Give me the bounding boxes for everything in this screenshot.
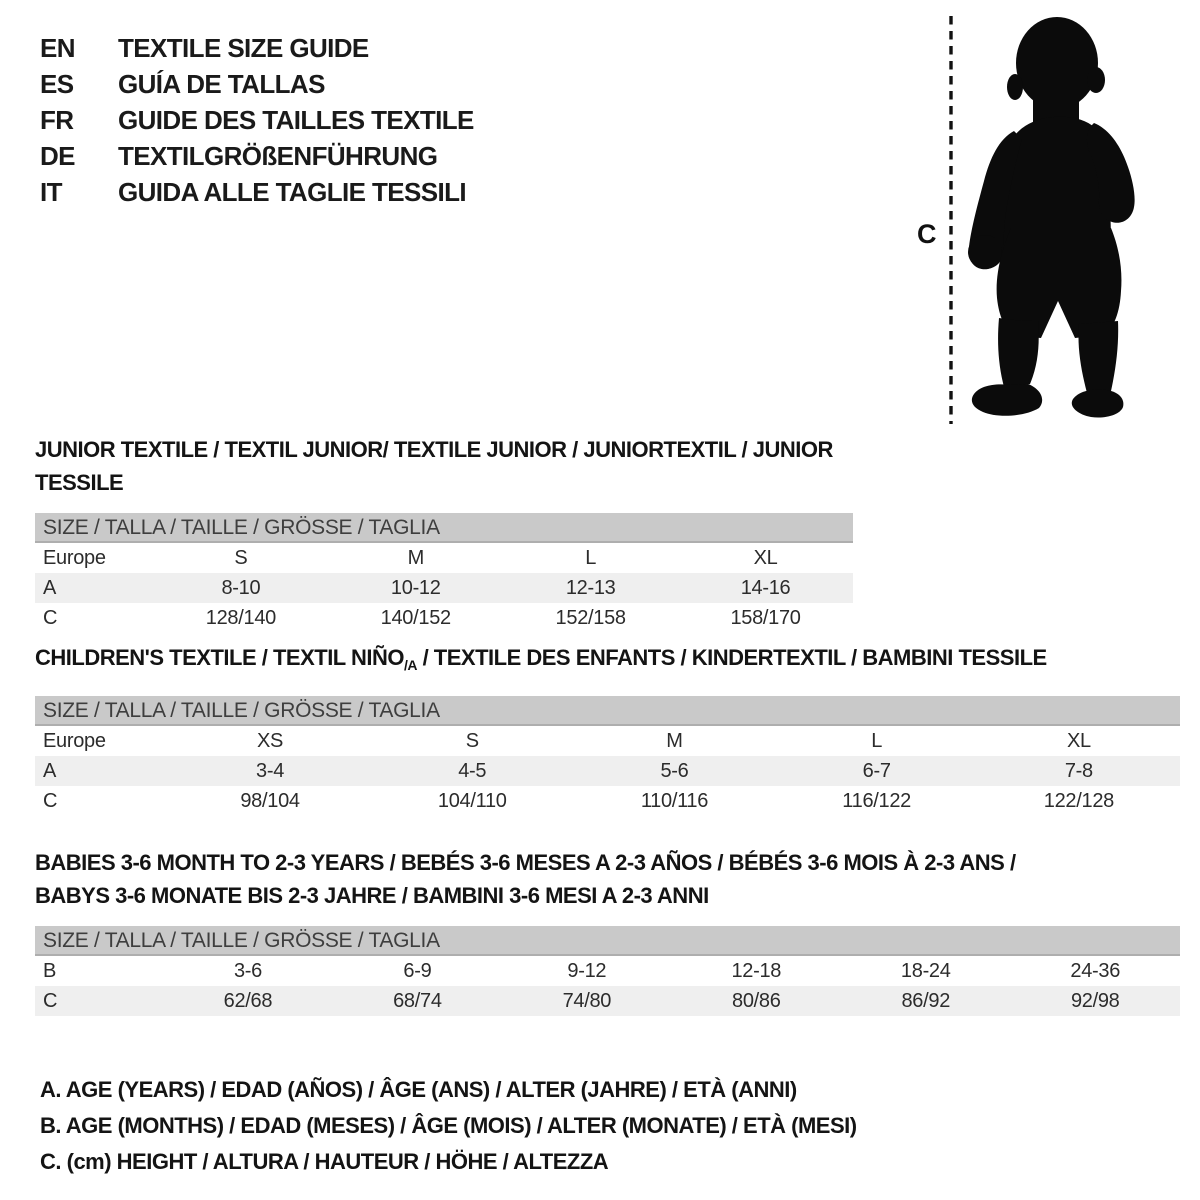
size-cell: 152/158 [555, 606, 626, 629]
section-title [35, 641, 1180, 682]
size-row [35, 543, 853, 573]
language-code: ES [40, 69, 74, 99]
size-cell: 14-16 [678, 573, 853, 603]
size-cell: M [407, 546, 424, 569]
language-title: TEXTILE SIZE GUIDE [118, 33, 369, 63]
size-cell: 158/170 [730, 606, 801, 629]
title-segment: /A [403, 657, 417, 673]
size-header-label: SIZE / TALLA / TAILLE / GRÖSSE / TAGLIA [43, 929, 440, 952]
size-cell: XS [256, 729, 284, 752]
language-row [40, 138, 474, 174]
size-cell: 6-9 [403, 959, 432, 982]
size-row [35, 956, 1180, 986]
size-cell: M [666, 729, 683, 752]
row-label: B [43, 959, 57, 982]
section-title-line [35, 641, 1180, 682]
footnote: B. AGE (MONTHS) / EDAD (MESES) / ÂGE (MOIS) / ALTER (MONATE) / ETÀ (MESI) [40, 1113, 857, 1138]
footnote: A. AGE (YEARS) / EDAD (AÑOS) / ÂGE (ANS) / ALTER (JAHRE) / ETÀ (ANNI) [40, 1077, 797, 1102]
section-babies-textile [35, 846, 1180, 1016]
size-cell: 92/98 [1010, 986, 1180, 1016]
size-cell: 68/74 [333, 986, 502, 1016]
language-code: FR [40, 105, 74, 135]
title-segment: / TEXTILE DES ENFANTS / KINDERTEXTIL / BAMBINI TESSILE [416, 645, 1047, 670]
row-label: Europe [43, 546, 106, 569]
size-header-bar [35, 513, 853, 543]
row-label: C [43, 606, 58, 629]
row-label: C [43, 789, 58, 812]
children-size-table [35, 726, 1180, 816]
row-label: A [35, 573, 153, 603]
size-row [35, 756, 1180, 786]
toddler-silhouette [968, 17, 1135, 418]
size-cell: 4-5 [371, 756, 573, 786]
language-row [40, 30, 474, 66]
size-row [35, 786, 1180, 816]
height-measure-label: C [917, 219, 937, 249]
section-title [35, 846, 1180, 912]
size-header-bar [35, 696, 1180, 726]
title-segment: CHILDREN'S TEXTILE / TEXTIL NIÑO [35, 645, 404, 670]
size-cell: L [871, 729, 883, 752]
size-figure [900, 0, 1170, 440]
language-title: TEXTILGRÖßENFÜHRUNG [118, 141, 438, 171]
size-header-bar [35, 926, 1180, 956]
size-cell: 98/104 [240, 789, 300, 812]
section-title-line: JUNIOR TEXTILE / TEXTIL JUNIOR/ TEXTILE JUNIOR / JUNIORTEXTIL / JUNIOR TESSILE [35, 437, 833, 495]
size-cell: 3-6 [233, 959, 262, 982]
size-cell: 9-12 [567, 959, 607, 982]
size-row [35, 603, 853, 633]
size-cell: 24-36 [1070, 959, 1121, 982]
size-cell: 86/92 [841, 986, 1010, 1016]
size-cell: 5-6 [573, 756, 775, 786]
size-cell: 122/128 [1043, 789, 1114, 812]
size-cell: 110/116 [640, 789, 709, 812]
toddler-silhouette-graphic [900, 0, 1170, 440]
size-cell: 10-12 [328, 573, 503, 603]
size-cell: 140/152 [380, 606, 451, 629]
size-cell: 116/122 [842, 789, 911, 812]
size-cell: 12-18 [731, 959, 782, 982]
size-header-label: SIZE / TALLA / TAILLE / GRÖSSE / TAGLIA [43, 516, 440, 539]
size-row [35, 573, 853, 603]
row-label: A [35, 756, 169, 786]
size-cell: S [234, 546, 248, 569]
language-code: IT [40, 177, 62, 207]
junior-size-table [35, 543, 853, 633]
size-cell: 74/80 [502, 986, 671, 1016]
language-title: GUIDA ALLE TAGLIE TESSILI [118, 177, 467, 207]
section-junior-textile [35, 433, 853, 633]
size-row [35, 726, 1180, 756]
size-cell: XL [753, 546, 778, 569]
language-title: GUÍA DE TALLAS [118, 69, 325, 99]
size-cell: 128/140 [205, 606, 276, 629]
size-cell: 7-8 [978, 756, 1180, 786]
size-cell: 3-4 [169, 756, 371, 786]
size-cell: 18-24 [900, 959, 951, 982]
row-label: C [35, 986, 163, 1016]
size-cell: S [465, 729, 479, 752]
section-title-line: BABYS 3-6 MONATE BIS 2-3 JAHRE / BAMBINI 3-6 MESI A 2-3 ANNI [35, 883, 709, 908]
row-label: Europe [43, 729, 106, 752]
size-cell: 8-10 [153, 573, 328, 603]
size-cell: 80/86 [672, 986, 841, 1016]
language-row [40, 102, 474, 138]
section-title-line: BABIES 3-6 MONTH TO 2-3 YEARS / BEBÉS 3-6 MESES A 2-3 AÑOS / BÉBÉS 3-6 MOIS À 2-3 ANS / [35, 850, 1016, 875]
language-title: GUIDE DES TAILLES TEXTILE [118, 105, 474, 135]
legend-footnotes [40, 1072, 857, 1180]
language-row [40, 174, 474, 210]
size-cell: XL [1066, 729, 1091, 752]
section-title [35, 433, 853, 499]
size-header-label: SIZE / TALLA / TAILLE / GRÖSSE / TAGLIA [43, 699, 440, 722]
babies-size-table [35, 956, 1180, 1016]
size-cell: 104/110 [437, 789, 507, 812]
size-cell: 6-7 [776, 756, 978, 786]
language-list [40, 30, 474, 210]
language-code: EN [40, 33, 75, 63]
language-code: DE [40, 141, 75, 171]
size-cell: 62/68 [163, 986, 332, 1016]
section-children-textile [35, 641, 1180, 816]
footnote: C. (cm) HEIGHT / ALTURA / HAUTEUR / HÖHE / ALTEZZA [40, 1149, 609, 1174]
size-cell: L [585, 546, 597, 569]
size-cell: 12-13 [503, 573, 678, 603]
language-row [40, 66, 474, 102]
size-row [35, 986, 1180, 1016]
